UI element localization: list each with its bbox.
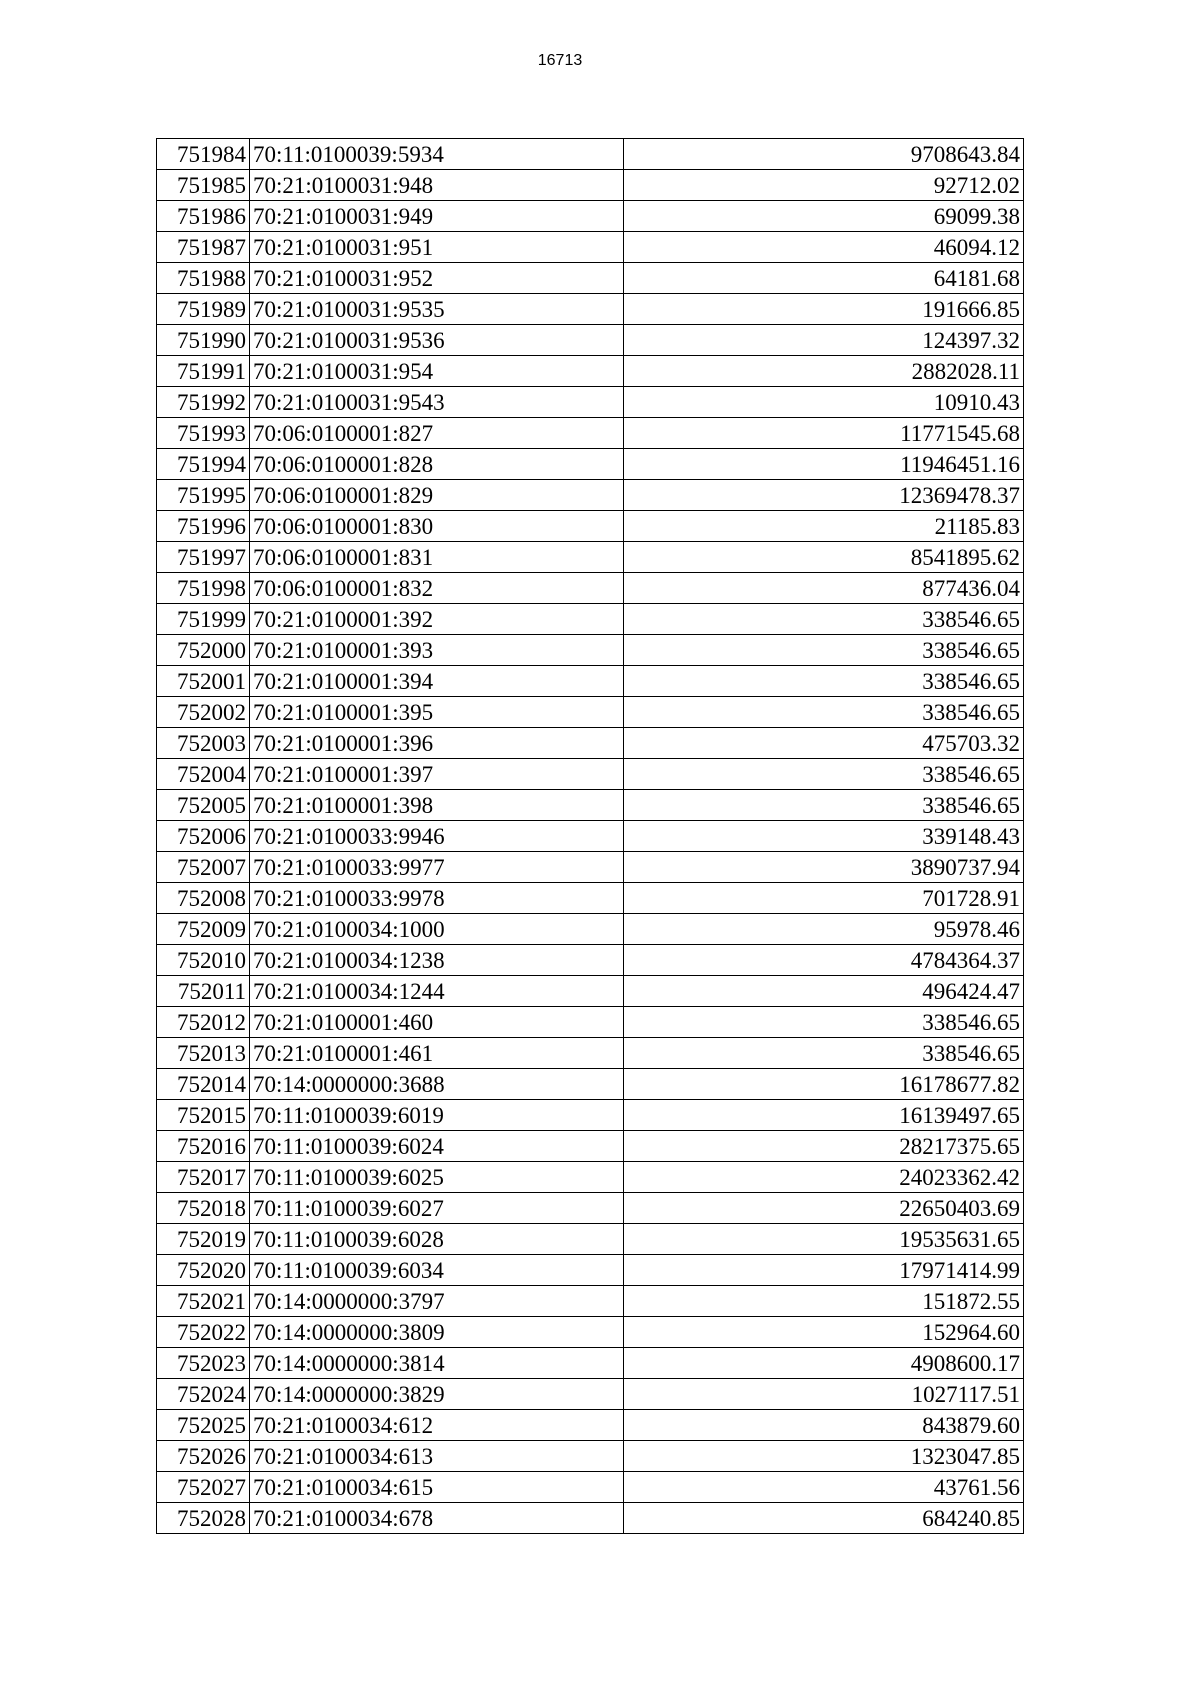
row-number-cell: 751992: [157, 387, 250, 418]
cadastral-number-cell: 70:11:0100039:6025: [250, 1162, 624, 1193]
row-number-cell: 752017: [157, 1162, 250, 1193]
cadastral-number-cell: 70:21:0100001:397: [250, 759, 624, 790]
cadastral-value-cell: 475703.32: [624, 728, 1024, 759]
cadastral-number-cell: 70:21:0100034:1244: [250, 976, 624, 1007]
row-number-cell: 751995: [157, 480, 250, 511]
cadastral-value-cell: 338546.65: [624, 790, 1024, 821]
cadastral-number-cell: 70:14:0000000:3797: [250, 1286, 624, 1317]
cadastral-number-cell: 70:21:0100001:398: [250, 790, 624, 821]
cadastral-value-cell: 28217375.65: [624, 1131, 1024, 1162]
table-row: [157, 821, 1024, 852]
cadastral-number-cell: 70:11:0100039:6034: [250, 1255, 624, 1286]
cadastral-number-cell: 70:21:0100031:9536: [250, 325, 624, 356]
cadastral-value-cell: 46094.12: [624, 232, 1024, 263]
cadastral-number-cell: 70:11:0100039:6019: [250, 1100, 624, 1131]
row-number-cell: 751985: [157, 170, 250, 201]
cadastral-number-cell: 70:14:0000000:3809: [250, 1317, 624, 1348]
table-row: [157, 635, 1024, 666]
cadastral-number-cell: 70:21:0100031:951: [250, 232, 624, 263]
row-number-cell: 752008: [157, 883, 250, 914]
table-row: [157, 1162, 1024, 1193]
cadastral-value-cell: 92712.02: [624, 170, 1024, 201]
row-number-cell: 752002: [157, 697, 250, 728]
table-row: [157, 728, 1024, 759]
cadastral-value-cell: 338546.65: [624, 666, 1024, 697]
table-row: [157, 914, 1024, 945]
cadastral-number-cell: 70:11:0100039:6028: [250, 1224, 624, 1255]
table-row: [157, 604, 1024, 635]
table-row: [157, 1348, 1024, 1379]
table-row: [157, 1038, 1024, 1069]
cadastral-number-cell: 70:14:0000000:3688: [250, 1069, 624, 1100]
row-number-cell: 752021: [157, 1286, 250, 1317]
table-row: [157, 1100, 1024, 1131]
row-number-cell: 751984: [157, 139, 250, 170]
table-row: [157, 945, 1024, 976]
row-number-cell: 751986: [157, 201, 250, 232]
table-row: [157, 480, 1024, 511]
table-row: [157, 139, 1024, 170]
cadastral-number-cell: 70:11:0100039:5934: [250, 139, 624, 170]
cadastral-number-cell: 70:06:0100001:831: [250, 542, 624, 573]
row-number-cell: 752014: [157, 1069, 250, 1100]
row-number-cell: 751993: [157, 418, 250, 449]
cadastral-value-cell: 4784364.37: [624, 945, 1024, 976]
page-number: 16713: [537, 52, 583, 69]
table-row: [157, 263, 1024, 294]
cadastral-value-cell: 64181.68: [624, 263, 1024, 294]
table-row: [157, 790, 1024, 821]
cadastral-number-cell: 70:21:0100033:9946: [250, 821, 624, 852]
registry-table: [156, 138, 1024, 1534]
cadastral-value-cell: 1323047.85: [624, 1441, 1024, 1472]
table-row: [157, 294, 1024, 325]
cadastral-number-cell: 70:21:0100034:1238: [250, 945, 624, 976]
table-row: [157, 1317, 1024, 1348]
cadastral-number-cell: 70:21:0100001:395: [250, 697, 624, 728]
table-row: [157, 1379, 1024, 1410]
cadastral-number-cell: 70:21:0100031:9535: [250, 294, 624, 325]
table-row: [157, 542, 1024, 573]
cadastral-value-cell: 22650403.69: [624, 1193, 1024, 1224]
cadastral-value-cell: 684240.85: [624, 1503, 1024, 1534]
row-number-cell: 752024: [157, 1379, 250, 1410]
row-number-cell: 752023: [157, 1348, 250, 1379]
table-row: [157, 356, 1024, 387]
cadastral-value-cell: 338546.65: [624, 1038, 1024, 1069]
cadastral-value-cell: 9708643.84: [624, 139, 1024, 170]
table-row: [157, 1255, 1024, 1286]
row-number-cell: 752011: [157, 976, 250, 1007]
row-number-cell: 752025: [157, 1410, 250, 1441]
table-row: [157, 1224, 1024, 1255]
cadastral-value-cell: 338546.65: [624, 1007, 1024, 1038]
table-row: [157, 1131, 1024, 1162]
cadastral-number-cell: 70:06:0100001:829: [250, 480, 624, 511]
row-number-cell: 752012: [157, 1007, 250, 1038]
cadastral-number-cell: 70:14:0000000:3829: [250, 1379, 624, 1410]
table-row: [157, 170, 1024, 201]
cadastral-value-cell: 3890737.94: [624, 852, 1024, 883]
cadastral-number-cell: 70:21:0100031:948: [250, 170, 624, 201]
cadastral-number-cell: 70:21:0100033:9977: [250, 852, 624, 883]
row-number-cell: 752005: [157, 790, 250, 821]
cadastral-number-cell: 70:21:0100033:9978: [250, 883, 624, 914]
row-number-cell: 752001: [157, 666, 250, 697]
row-number-cell: 752004: [157, 759, 250, 790]
table-row: [157, 976, 1024, 1007]
row-number-cell: 751989: [157, 294, 250, 325]
cadastral-number-cell: 70:21:0100001:392: [250, 604, 624, 635]
table-row: [157, 1286, 1024, 1317]
table-row: [157, 759, 1024, 790]
row-number-cell: 752020: [157, 1255, 250, 1286]
cadastral-value-cell: 95978.46: [624, 914, 1024, 945]
row-number-cell: 751991: [157, 356, 250, 387]
table-row: [157, 883, 1024, 914]
cadastral-value-cell: 16139497.65: [624, 1100, 1024, 1131]
row-number-cell: 751987: [157, 232, 250, 263]
cadastral-value-cell: 191666.85: [624, 294, 1024, 325]
cadastral-number-cell: 70:11:0100039:6027: [250, 1193, 624, 1224]
row-number-cell: 752007: [157, 852, 250, 883]
table-row: [157, 1441, 1024, 1472]
row-number-cell: 751997: [157, 542, 250, 573]
cadastral-value-cell: 16178677.82: [624, 1069, 1024, 1100]
cadastral-number-cell: 70:06:0100001:832: [250, 573, 624, 604]
table-row: [157, 1472, 1024, 1503]
cadastral-number-cell: 70:21:0100031:954: [250, 356, 624, 387]
cadastral-value-cell: 151872.55: [624, 1286, 1024, 1317]
cadastral-number-cell: 70:21:0100034:678: [250, 1503, 624, 1534]
row-number-cell: 751994: [157, 449, 250, 480]
cadastral-number-cell: 70:21:0100031:9543: [250, 387, 624, 418]
table-row: [157, 1193, 1024, 1224]
cadastral-value-cell: 21185.83: [624, 511, 1024, 542]
row-number-cell: 752009: [157, 914, 250, 945]
cadastral-number-cell: 70:06:0100001:828: [250, 449, 624, 480]
cadastral-value-cell: 11771545.68: [624, 418, 1024, 449]
row-number-cell: 752003: [157, 728, 250, 759]
cadastral-value-cell: 11946451.16: [624, 449, 1024, 480]
cadastral-value-cell: 339148.43: [624, 821, 1024, 852]
cadastral-value-cell: 152964.60: [624, 1317, 1024, 1348]
table-row: [157, 418, 1024, 449]
cadastral-value-cell: 24023362.42: [624, 1162, 1024, 1193]
table-row: [157, 666, 1024, 697]
cadastral-number-cell: 70:21:0100001:396: [250, 728, 624, 759]
row-number-cell: 752026: [157, 1441, 250, 1472]
row-number-cell: 752018: [157, 1193, 250, 1224]
row-number-cell: 752010: [157, 945, 250, 976]
cadastral-value-cell: 843879.60: [624, 1410, 1024, 1441]
table-row: [157, 1410, 1024, 1441]
table-row: [157, 852, 1024, 883]
cadastral-value-cell: 4908600.17: [624, 1348, 1024, 1379]
cadastral-number-cell: 70:21:0100031:952: [250, 263, 624, 294]
table-row: [157, 511, 1024, 542]
row-number-cell: 752028: [157, 1503, 250, 1534]
table-row: [157, 387, 1024, 418]
cadastral-number-cell: 70:21:0100034:612: [250, 1410, 624, 1441]
cadastral-number-cell: 70:06:0100001:830: [250, 511, 624, 542]
cadastral-value-cell: 496424.47: [624, 976, 1024, 1007]
table-row: [157, 232, 1024, 263]
cadastral-number-cell: 70:21:0100034:613: [250, 1441, 624, 1472]
cadastral-value-cell: 12369478.37: [624, 480, 1024, 511]
cadastral-value-cell: 701728.91: [624, 883, 1024, 914]
row-number-cell: 751999: [157, 604, 250, 635]
cadastral-value-cell: 338546.65: [624, 604, 1024, 635]
cadastral-number-cell: 70:21:0100001:461: [250, 1038, 624, 1069]
table-row: [157, 697, 1024, 728]
row-number-cell: 752006: [157, 821, 250, 852]
table-row: [157, 573, 1024, 604]
row-number-cell: 752019: [157, 1224, 250, 1255]
table-row: [157, 449, 1024, 480]
cadastral-number-cell: 70:14:0000000:3814: [250, 1348, 624, 1379]
row-number-cell: 752000: [157, 635, 250, 666]
cadastral-number-cell: 70:21:0100001:394: [250, 666, 624, 697]
cadastral-value-cell: 43761.56: [624, 1472, 1024, 1503]
row-number-cell: 751998: [157, 573, 250, 604]
cadastral-number-cell: 70:21:0100031:949: [250, 201, 624, 232]
cadastral-value-cell: 2882028.11: [624, 356, 1024, 387]
row-number-cell: 751988: [157, 263, 250, 294]
cadastral-value-cell: 19535631.65: [624, 1224, 1024, 1255]
table-row: [157, 1007, 1024, 1038]
row-number-cell: 752022: [157, 1317, 250, 1348]
table-row: [157, 1503, 1024, 1534]
row-number-cell: 751990: [157, 325, 250, 356]
cadastral-number-cell: 70:06:0100001:827: [250, 418, 624, 449]
cadastral-number-cell: 70:11:0100039:6024: [250, 1131, 624, 1162]
cadastral-number-cell: 70:21:0100034:615: [250, 1472, 624, 1503]
table-row: [157, 1069, 1024, 1100]
row-number-cell: 752013: [157, 1038, 250, 1069]
table-row: [157, 201, 1024, 232]
cadastral-value-cell: 10910.43: [624, 387, 1024, 418]
registry-table-body: [157, 139, 1024, 1534]
cadastral-number-cell: 70:21:0100001:393: [250, 635, 624, 666]
table-row: [157, 325, 1024, 356]
cadastral-value-cell: 8541895.62: [624, 542, 1024, 573]
row-number-cell: 751996: [157, 511, 250, 542]
cadastral-number-cell: 70:21:0100001:460: [250, 1007, 624, 1038]
cadastral-value-cell: 877436.04: [624, 573, 1024, 604]
cadastral-value-cell: 338546.65: [624, 759, 1024, 790]
cadastral-value-cell: 17971414.99: [624, 1255, 1024, 1286]
cadastral-value-cell: 1027117.51: [624, 1379, 1024, 1410]
row-number-cell: 752015: [157, 1100, 250, 1131]
row-number-cell: 752027: [157, 1472, 250, 1503]
cadastral-value-cell: 124397.32: [624, 325, 1024, 356]
row-number-cell: 752016: [157, 1131, 250, 1162]
cadastral-number-cell: 70:21:0100034:1000: [250, 914, 624, 945]
cadastral-value-cell: 69099.38: [624, 201, 1024, 232]
cadastral-value-cell: 338546.65: [624, 635, 1024, 666]
cadastral-value-cell: 338546.65: [624, 697, 1024, 728]
